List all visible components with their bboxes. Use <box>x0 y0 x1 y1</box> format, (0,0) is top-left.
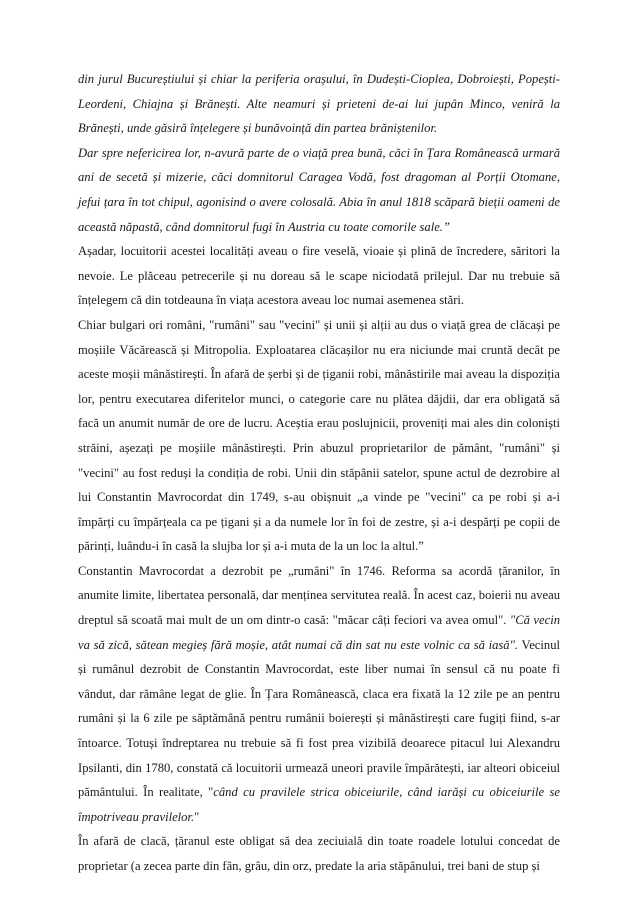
paragraph-5-quote-b: când cu pravilele strica obiceiurile, când iarăși cu obiceiurile se împotriveau pravilelor. <box>78 785 560 824</box>
paragraph-4-text: Chiar bulgari ori români, "rumâni" sau "vecini" și unii și alții au dus o viață grea de clăcași pe moșiile Văcărească și Mitropolia. Exploatarea clăcașilor nu era niciunde mai cruntă decât pe aceste moșii mânăstirești. În afară de șerbi și de țiganii robi, mânăstirile mai aveau la dispoziția lor, pentru executarea diferitelor munci, o categorie care nu plătea dăjdii, dar era obligată să facă un anumit număr de ore de lucru. Aceștia erau poslujnicii, proveniți mai ales din coloniști străini, așezați pe moșiile mânăstirești. Prin abuzul proprietarilor de pământ, "rumâni" și "vecini" au fost reduși la condiția de robi. Unii din stăpânii satelor, spune actul de dezrobire al lui Constantin Mavrocordat din 1749, s-au obișnuit „a vinde pe "vecini" ca pe robi și a-i împărți cu împărțeala ca pe țigani și a da numele lor în foi de zestre, și a-i despărți pe copii de părinți, luându-i în casă la slujba lor și a-i muta de la un loc la altul.” <box>78 317 560 554</box>
paragraph-5 <box>78 559 560 830</box>
paragraph-5-text-b: Vecinul și rumânul dezrobit de Constantin Mavrocordat, este liber numai în sensul că nu poate fi vândut, dar rămâne legat de glie. În Țara Românească, claca era fixată la 12 zile pe an pentru rumâni și la 6 zile pe săptămână pentru rumânii boierești și mânăstirești care fugiți fiind, s-ar întoarce. Totuși îndreptarea nu trebuie să fi fost prea vizibilă deoarece pitacul lui Alexandru Ipsilanti, din 1780, constată că locuitorii urmează uneori pravile împărătești, iar alteori obiceiul pământului. În realitate, " <box>78 637 560 800</box>
paragraph-5-quote-a: "Că vecin va să zică, sătean megieș fără moșie, atât numai că din sat nu este volnic ca să iasă". <box>78 613 560 652</box>
paragraph-5-text-a: Constantin Mavrocordat a dezrobit pe „rumâni" în 1746. Reforma sa acordă țăranilor, în anumite limite, libertatea personală, dar menținea servitutea reală. În acest caz, boierii nu aveau dreptul să scoată mai mult de un om dintr-o casă: "măcar câți feciori va avea omul". <box>78 563 560 628</box>
paragraph-3 <box>78 239 560 313</box>
paragraph-4 <box>78 313 560 559</box>
paragraph-2 <box>78 141 560 239</box>
document-page <box>78 67 560 879</box>
paragraph-6-text: În afară de clacă, țăranul este obligat să dea zeciuială din toate roadele lotului concedat de proprietar (a zecea parte din fân, grâu, din orz, predate la aria stăpânului, trei bani de stup și <box>78 834 560 873</box>
paragraph-3-text: Așadar, locuitorii acestei localități aveau o fire veselă, vioaie și plină de încredere, săritori la nevoie. Le plăceau petrecerile și nu doreau să le scape niciodată prilejul. Dar nu trebuie să înțelegem că din totdeauna în viața acestora aveau loc numai asemenea stări. <box>78 244 560 308</box>
paragraph-1-text: din jurul Bucureștiului și chiar la periferia orașului, în Dudești-Cioplea, Dobroiești, Popești-Leordeni, Chiajna și Brănești. Alte neamuri și prieteni de-ai lui jupân Minco, veniră la Brănești, unde găsiră înțelegere și bunăvoință din partea brăniștenilor. <box>78 72 560 136</box>
paragraph-1 <box>78 67 560 141</box>
paragraph-5-text-c: " <box>194 809 200 824</box>
paragraph-6 <box>78 829 560 878</box>
paragraph-2-text: Dar spre nefericirea lor, n-avură parte de o viață prea bună, căci în Țara Românească urmară ani de secetă și mizerie, căci domnitorul Caragea Vodă, fost dragoman al Porții Otomane, jefui țara în tot chipul, agonisind o avere colosală. Abia în anul 1818 scăpară bieții oameni de această năpastă, când domnitorul fugi în Austria cu toate comorile sale.” <box>78 145 560 234</box>
